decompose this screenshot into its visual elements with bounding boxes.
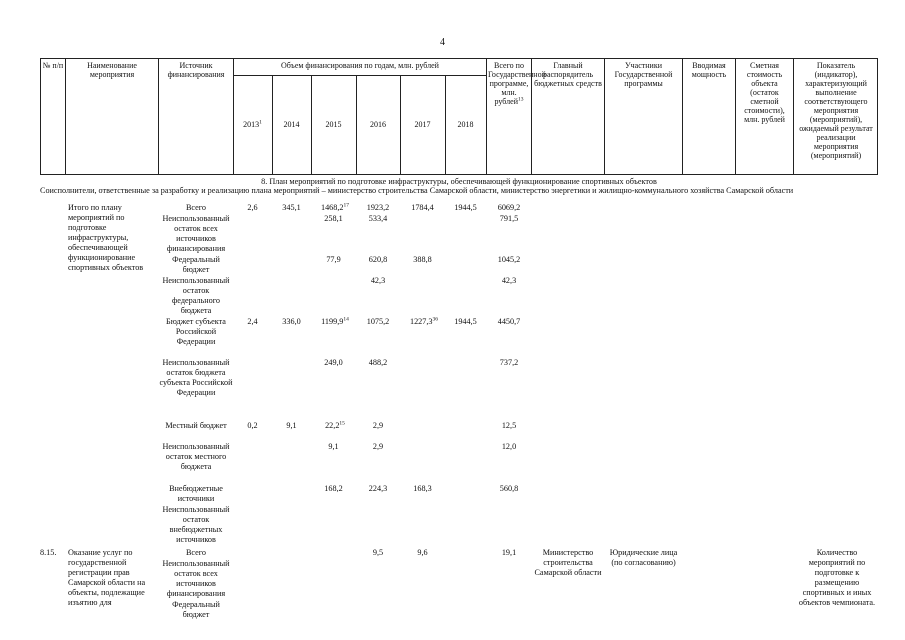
item-admin: Министерство строительства Самарской области xyxy=(534,548,602,577)
header-bottom-rule xyxy=(40,174,878,175)
header-name: Наименование мероприятия xyxy=(87,61,137,79)
header-num: № п/п xyxy=(42,61,64,70)
cell-2014: 336,0 xyxy=(282,317,301,326)
col-border xyxy=(877,58,878,175)
col-border xyxy=(604,58,605,175)
cell-2016: 2,9 xyxy=(372,421,384,430)
row-source: Бюджет субъекта Российской Федерации xyxy=(166,317,226,346)
item-name: Оказание услуг по государственной регистрации прав Самарской области на объекты, подлежащие изъятию для xyxy=(68,548,146,607)
row-source: Всего xyxy=(185,548,207,557)
cell-2015: 168,2 xyxy=(324,484,343,493)
page-number: 4 xyxy=(440,37,445,48)
row-source: Федеральный бюджет xyxy=(172,255,220,274)
col-border xyxy=(486,58,487,175)
header-capacity: Вводимая мощность xyxy=(691,61,727,79)
section-title: 8. План мероприятий по подготовке инфраструктуры, обеспечивающей функционирование спортивных объектов xyxy=(261,177,657,186)
row-source: Местный бюджет xyxy=(165,421,227,430)
cell-2017: 1784,4 xyxy=(411,203,434,212)
header-source: Источник финансирования xyxy=(167,61,225,79)
cell-2017: 388,8 xyxy=(413,255,432,264)
cell-2015: 258,1 xyxy=(324,214,343,223)
cell-2018: 1944,5 xyxy=(454,317,477,326)
cell-total: 737,2 xyxy=(499,358,519,367)
header-participants: Участники Государственной программы xyxy=(614,61,673,88)
row-source: Неиспользованный остаток всех источников финансирования xyxy=(162,214,230,253)
cell-2015: 249,0 xyxy=(324,358,343,367)
cell-2017: 1227,3$^{36}$ xyxy=(409,316,438,326)
row-source: Неиспользованный остаток внебюджетных источников xyxy=(162,505,230,544)
cell-2014: 345,1 xyxy=(282,203,301,212)
cell-2016: 533,4 xyxy=(368,214,388,223)
item-participants: Юридические лица (по согласованию) xyxy=(609,548,678,567)
cell-total: 791,5 xyxy=(499,214,519,223)
cell-total: 4450,7 xyxy=(497,317,521,326)
cell-2016: 620,8 xyxy=(368,255,388,264)
cell-2018: 1944,5 xyxy=(454,203,477,212)
col-border xyxy=(65,58,66,175)
header-indicator: Показатель (индикатор), характеризующий выполнение соответствующего мероприятия (мероприятий), ожидаемый результат реализации мероприятия (мероприятий) xyxy=(799,61,873,160)
cell-2016: 9,5 xyxy=(372,548,384,557)
col-border xyxy=(233,58,234,175)
header-volume: Объем финансирования по годам, млн. рублей xyxy=(281,61,439,70)
volume-subrule xyxy=(233,75,486,76)
cell-2017: 168,3 xyxy=(413,484,432,493)
cell-2015: 22,2$^{15}$ xyxy=(325,420,345,430)
cell-2016: 1075,2 xyxy=(366,317,390,326)
header-year-2013: 2013$^1$ xyxy=(243,119,262,129)
header-year-2015: 2015 xyxy=(325,120,342,129)
section-subtitle: Соисполнители, ответственные за разработку и реализацию плана мероприятий – министерство строительства Самарской области, министерство энергетики и жилищно-коммунального хозяйства Самарской области xyxy=(40,186,794,195)
cell-total: 6069,2 xyxy=(497,203,521,212)
row-source: Неиспользованный остаток местного бюджета xyxy=(162,442,230,471)
cell-2016: 2,9 xyxy=(372,442,384,451)
col-border xyxy=(40,58,41,175)
cell-2015: 1468,2$^{17}$ xyxy=(320,202,349,212)
row-source: Неиспользованный остаток всех источников финансирования xyxy=(162,559,230,598)
header-year-2018: 2018 xyxy=(457,120,474,129)
header-top-rule xyxy=(40,58,878,59)
cell-2015: 9,1 xyxy=(328,442,339,451)
cell-2017: 9,6 xyxy=(417,548,428,557)
cell-total: 12,5 xyxy=(501,421,517,430)
row-source: Всего xyxy=(185,203,207,212)
cell-2014: 9,1 xyxy=(286,421,297,430)
cell-total: 19,1 xyxy=(501,548,517,557)
cell-2016: 224,3 xyxy=(368,484,388,493)
cell-2013: 0,2 xyxy=(247,421,258,430)
row-source: Неиспользованный остаток бюджета субъекта Российской Федерации xyxy=(159,358,233,397)
row-source: Внебюджетные источники xyxy=(169,484,223,503)
cell-total: 12,0 xyxy=(501,442,517,451)
item-number: 8.15. xyxy=(40,548,57,557)
col-border xyxy=(158,58,159,175)
total-block-name: Итого по плану мероприятий по подготовке инфраструктуры, обеспечивающей функционирование спортивных объектов xyxy=(68,203,144,272)
cell-2016: 42,3 xyxy=(370,276,386,285)
row-source: Федеральный бюджет xyxy=(172,600,220,619)
header-cost: Сметная стоимость объекта (остаток сметной стоимости), млн. рублей xyxy=(744,61,785,124)
col-border xyxy=(793,58,794,175)
header-year-2016: 2016 xyxy=(370,120,386,129)
row-source: Неиспользованный остаток федерального бюджета xyxy=(162,276,230,315)
cell-total: 1045,2 xyxy=(497,255,521,264)
header-total: Всего по Государственной программе, млн. рублей$^{13}$ xyxy=(488,61,546,106)
cell-2016: 1923,2 xyxy=(366,203,390,212)
header-year-2017: 2017 xyxy=(414,120,431,129)
cell-2015: 77,9 xyxy=(326,255,341,264)
cell-total: 42,3 xyxy=(501,276,517,285)
header-year-2014: 2014 xyxy=(283,120,300,129)
header-admin: Главный распорядитель бюджетных средств xyxy=(534,61,602,88)
item-indicator: Количество мероприятий по подготовке к размещению спортивных и иных объектов чемпионата. xyxy=(798,548,876,607)
cell-2015: 1199,9$^{14}$ xyxy=(321,316,349,326)
cell-2016: 488,2 xyxy=(368,358,388,367)
cell-total: 560,8 xyxy=(499,484,519,493)
cell-2013: 2,6 xyxy=(247,203,258,212)
cell-2013: 2,4 xyxy=(247,317,258,326)
